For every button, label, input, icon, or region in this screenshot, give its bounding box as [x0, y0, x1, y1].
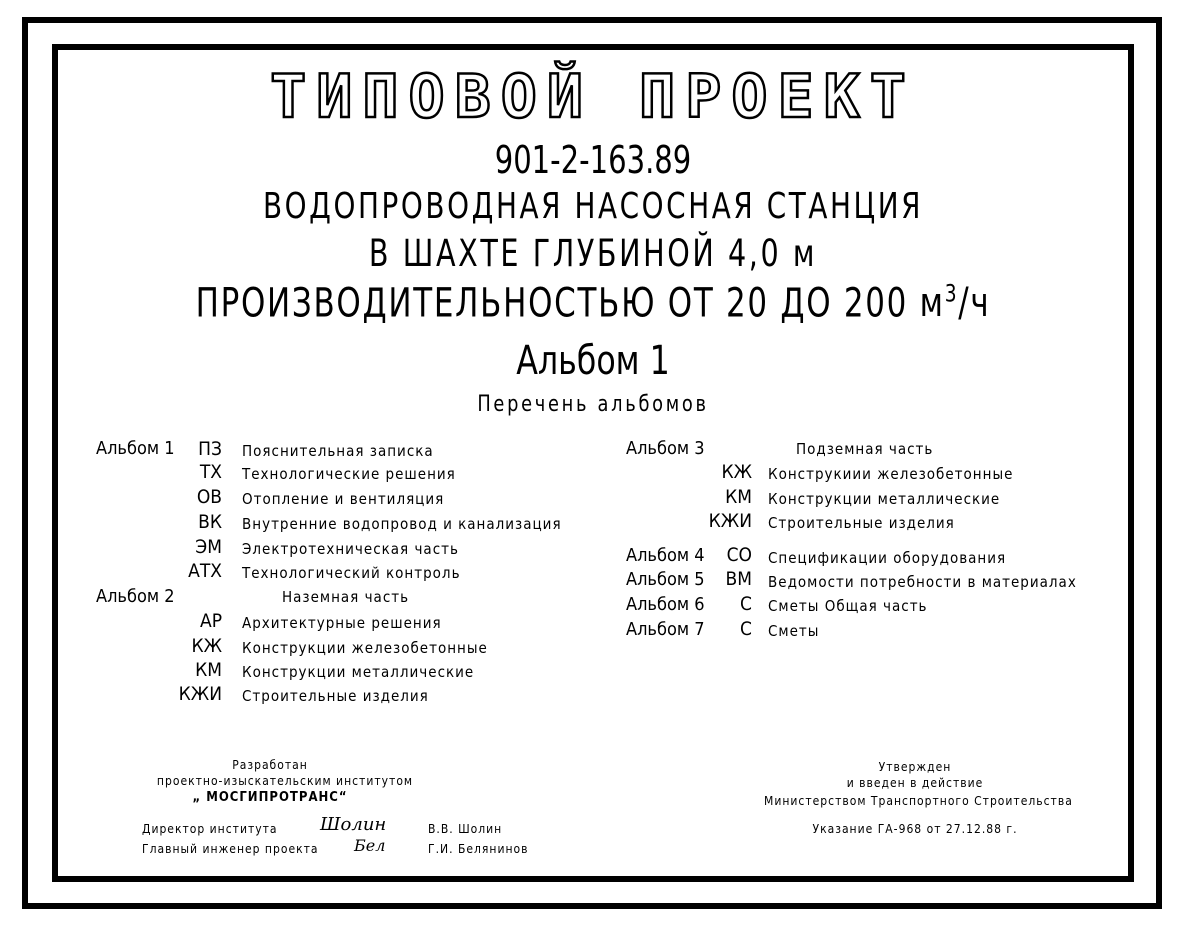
album7-label: Альбом 7	[626, 619, 705, 640]
director-role: Директор института	[142, 822, 278, 836]
album2-code-3: КЖИ	[178, 683, 222, 705]
album1-code-5: АТХ	[188, 560, 222, 582]
capacity-text: ПРОИЗВОДИТЕЛЬНОСТЬЮ ОТ 20 ДО 200	[195, 280, 909, 327]
chief-role: Главный инженер проекта	[142, 842, 319, 856]
album7-code: С	[740, 618, 752, 640]
album3-heading: Подземная часть	[796, 440, 934, 458]
album1-desc-3: Внутренние водопровод и канализация	[242, 515, 562, 533]
album2-desc-1: Конструкции железобетонные	[242, 639, 488, 657]
album6-label: Альбом 6	[626, 594, 705, 615]
director-signature: Шолин	[320, 814, 387, 835]
order-label: Указание ГА-968 от 27.12.88 г.	[812, 822, 1018, 836]
unit-sup: 3	[944, 280, 959, 308]
album5-desc: Ведомости потребности в материалах	[768, 573, 1077, 591]
capacity-unit	[920, 280, 991, 326]
album6-code: С	[740, 593, 752, 615]
album2-label: Альбом 2	[96, 586, 175, 607]
album-list-title: Перечень альбомов	[477, 392, 709, 417]
project-code: 901-2-163.89	[494, 138, 692, 182]
institute-line: проектно-изыскательским институтом	[156, 774, 414, 788]
album3-label: Альбом 3	[626, 438, 705, 459]
album2-desc-0: Архитектурные решения	[242, 614, 442, 632]
institute-name: „ МОСГИПРОТРАНС“	[192, 790, 348, 805]
album3-desc-1: Конструкции металлические	[768, 490, 1001, 508]
unit-m: м	[919, 280, 945, 327]
unit-tail: /ч	[958, 280, 991, 327]
album7-desc: Сметы	[768, 622, 820, 640]
album1-code-4: ЭМ	[195, 536, 222, 558]
album4-code: СО	[726, 544, 752, 566]
album5-label: Альбом 5	[626, 569, 705, 590]
album-heading: Альбом 1	[516, 338, 670, 384]
album1-desc-5: Технологический контроль	[242, 564, 461, 582]
album1-desc-1: Технологические решения	[242, 465, 456, 483]
album2-desc-2: Конструкции металлические	[242, 663, 475, 681]
album3-desc-0: Конструкиии железобетонные	[768, 465, 1014, 483]
chief-name: Г.И. Белянинов	[428, 842, 529, 856]
approved-label: Утвержден	[878, 760, 952, 774]
album2-code-1: КЖ	[191, 635, 222, 657]
album2-code-0: АР	[200, 610, 222, 632]
album4-label: Альбом 4	[626, 545, 705, 566]
album2-heading: Наземная часть	[282, 588, 410, 606]
album1-code-0: ПЗ	[198, 438, 222, 460]
album1-desc-4: Электротехническая часть	[242, 540, 459, 558]
album6-desc: Сметы Общая часть	[768, 597, 928, 615]
album1-label: Альбом 1	[96, 438, 175, 459]
album1-code-2: ОВ	[196, 486, 222, 508]
ministry-label: Министерством Транспортного Строительства	[764, 794, 1073, 808]
album2-code-2: КМ	[195, 659, 222, 681]
chief-signature: Бел	[354, 836, 386, 855]
document-title: ТИПОВОЙ ПРОЕКТ	[270, 62, 916, 132]
album4-desc: Спецификации оборудования	[768, 549, 1007, 567]
project-name-line3	[128, 280, 1059, 326]
album1-code-3: ВК	[198, 511, 222, 533]
album3-code-2: КЖИ	[708, 510, 752, 532]
album5-code: ВМ	[725, 568, 752, 590]
album3-code-0: КЖ	[721, 461, 752, 483]
project-name-line1: ВОДОПРОВОДНАЯ НАСОСНАЯ СТАНЦИЯ	[262, 186, 924, 227]
album3-desc-2: Строительные изделия	[768, 514, 955, 532]
director-name: В.В. Шолин	[428, 822, 503, 836]
album1-desc-0: Пояснительная записка	[242, 442, 434, 460]
enacted-label: и введен в действие	[846, 776, 984, 790]
album3-code-1: КМ	[725, 486, 752, 508]
album2-desc-3: Строительные изделия	[242, 687, 429, 705]
project-name-line2: В ШАХТЕ ГЛУБИНОЙ 4,0 м	[368, 232, 818, 275]
developed-label: Разработан	[232, 758, 308, 772]
album1-desc-2: Отопление и вентиляция	[242, 490, 445, 508]
album1-code-1: ТХ	[199, 461, 222, 483]
